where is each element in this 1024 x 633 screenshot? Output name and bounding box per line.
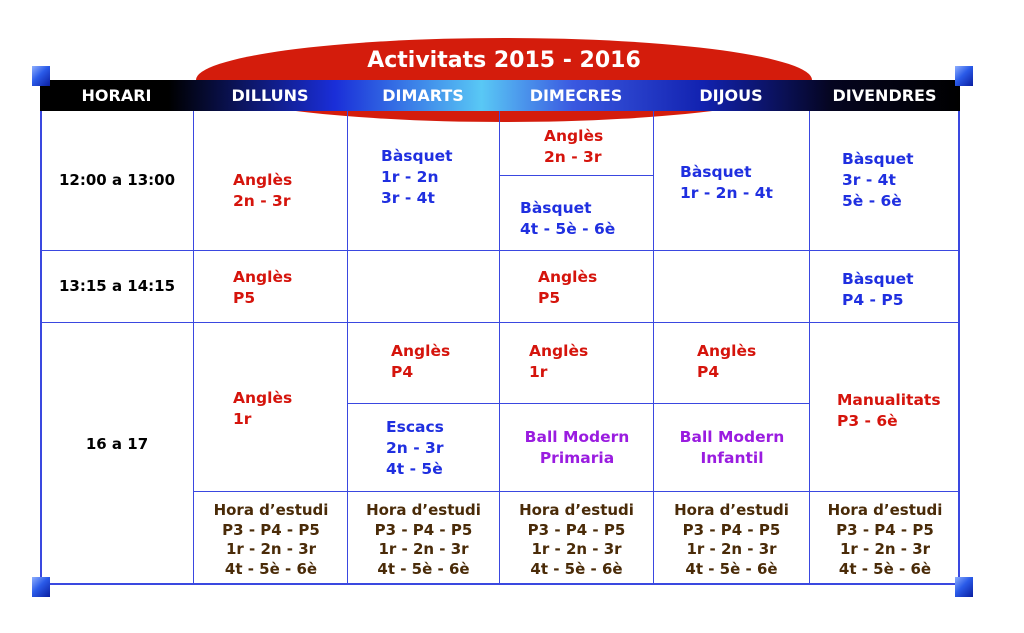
activity-cell-dimarts-r3b — [386, 417, 444, 480]
activity-name: Ball Modern — [524, 428, 630, 446]
study-groups: 4t - 5è - 6è — [685, 559, 778, 578]
activity-name: Anglès — [233, 268, 293, 286]
study-groups: 1r - 2n - 3r — [839, 540, 931, 558]
row-divider — [40, 322, 960, 323]
study-cell-dimarts — [348, 501, 499, 579]
cell-divider — [499, 175, 653, 176]
activity-groups: Infantil — [700, 449, 764, 467]
study-title: Hora d’estudi — [827, 501, 943, 519]
study-groups: 1r - 2n - 3r — [531, 540, 622, 558]
activity-groups: Primaria — [539, 449, 615, 467]
study-cell-dijous — [654, 501, 809, 579]
study-groups: P3 - P4 - P5 — [836, 520, 934, 539]
activity-cell-divendres-r3 — [837, 390, 941, 432]
activity-groups: 3r - 4t — [842, 171, 896, 189]
study-groups: 4t - 5è - 6è — [838, 559, 932, 578]
cell-divider — [347, 403, 809, 404]
activity-cell-dimecres-r3b — [501, 427, 653, 469]
corner-ornament — [32, 66, 50, 86]
activity-cell-dimecres-r1b — [520, 198, 615, 240]
activity-groups: 2n - 3r — [233, 192, 291, 210]
corner-ornament — [32, 577, 50, 597]
activity-name: Anglès — [233, 171, 293, 189]
activity-name: Anglès — [529, 342, 589, 360]
header-dimecres: DIMECRES — [529, 86, 623, 105]
study-title: Hora d’estudi — [213, 501, 329, 519]
activity-groups: 2n - 3r — [544, 148, 602, 166]
activity-name: Anglès — [233, 389, 293, 407]
activity-name: Escacs — [386, 418, 444, 436]
activity-cell-divendres-r2 — [842, 269, 914, 311]
study-title: Hora d’estudi — [519, 501, 634, 519]
activity-groups: 3r - 4t — [381, 189, 435, 207]
activity-cell-dilluns-r1 — [233, 170, 292, 212]
time-slot-3: 16 a 17 — [85, 435, 149, 453]
activity-cell-dimecres-r2 — [538, 267, 597, 309]
activity-cell-dijous-r1 — [680, 162, 773, 204]
activity-cell-dimarts-r3a — [391, 341, 450, 383]
activity-groups: 4t - 5è - 6è — [520, 220, 616, 238]
study-cell-dilluns — [195, 501, 347, 579]
activity-name: Anglès — [391, 342, 451, 360]
time-slot-1: 12:00 a 13:00 — [58, 171, 176, 189]
study-groups: 1r - 2n - 3r — [378, 540, 469, 558]
header-dimarts: DIMARTS — [382, 86, 464, 105]
activity-name: Ball Modern — [679, 428, 785, 446]
activity-name: Anglès — [697, 342, 757, 360]
activity-name: Bàsquet — [842, 150, 914, 168]
time-slot-2: 13:15 a 14:15 — [58, 277, 176, 295]
activity-groups: P4 — [697, 363, 720, 381]
activity-cell-dimarts-r1 — [381, 146, 453, 209]
study-groups: 1r - 2n - 3r — [686, 540, 777, 558]
activity-groups: 1r - 2n — [381, 168, 439, 186]
page-title: Activitats 2015 - 2016 — [367, 48, 641, 73]
row-divider — [193, 491, 960, 492]
activity-cell-dimecres-r3a — [529, 341, 588, 383]
study-groups: P3 - P4 - P5 — [527, 520, 626, 539]
corner-ornament — [955, 577, 973, 597]
activity-groups: P4 — [391, 363, 414, 381]
study-groups: 4t - 5è - 6è — [530, 559, 623, 578]
activity-cell-dijous-r3b — [655, 427, 809, 469]
activity-cell-dilluns-r2 — [233, 267, 292, 309]
study-cell-divendres — [810, 501, 960, 579]
study-title: Hora d’estudi — [366, 501, 481, 519]
column-divider — [193, 111, 194, 585]
study-groups: P3 - P4 - P5 — [682, 520, 781, 539]
study-groups: P3 - P4 - P5 — [222, 520, 320, 539]
activity-groups: 4t - 5è — [386, 460, 443, 478]
activity-groups: 5è - 6è — [842, 192, 902, 210]
study-groups: 1r - 2n - 3r — [225, 540, 317, 558]
activity-groups: P5 — [538, 289, 561, 307]
header-dijous: DIJOUS — [699, 86, 763, 105]
activity-groups: P4 - P5 — [842, 291, 904, 309]
activity-name: Anglès — [544, 127, 604, 145]
activity-cell-divendres-r1 — [842, 149, 914, 212]
activity-name: Bàsquet — [381, 147, 453, 165]
header-divendres: DIVENDRES — [832, 86, 937, 105]
activity-groups: 1r — [529, 363, 548, 381]
activity-name: Manualitats — [837, 391, 941, 409]
activity-name: Bàsquet — [520, 199, 592, 217]
study-groups: 4t - 5è - 6è — [224, 559, 318, 578]
activity-cell-dimecres-r1a — [544, 126, 603, 168]
activity-name: Bàsquet — [842, 270, 914, 288]
activity-cell-dilluns-r3 — [233, 388, 292, 430]
header-horari: HORARI — [81, 86, 152, 105]
activity-groups: P3 - 6è — [837, 412, 898, 430]
study-cell-dimecres — [500, 501, 653, 579]
activity-name: Anglès — [538, 268, 598, 286]
activity-groups: 1r - 2n - 4t — [680, 184, 773, 202]
activity-groups: P5 — [233, 289, 256, 307]
activity-cell-dijous-r3a — [697, 341, 756, 383]
activity-groups: 1r — [233, 410, 252, 428]
header-dilluns: DILLUNS — [231, 86, 309, 105]
activity-groups: 2n - 3r — [386, 439, 444, 457]
study-groups: P3 - P4 - P5 — [374, 520, 473, 539]
row-divider — [40, 250, 960, 251]
activity-name: Bàsquet — [680, 163, 752, 181]
corner-ornament — [955, 66, 973, 86]
study-title: Hora d’estudi — [674, 501, 789, 519]
study-groups: 4t - 5è - 6è — [377, 559, 470, 578]
